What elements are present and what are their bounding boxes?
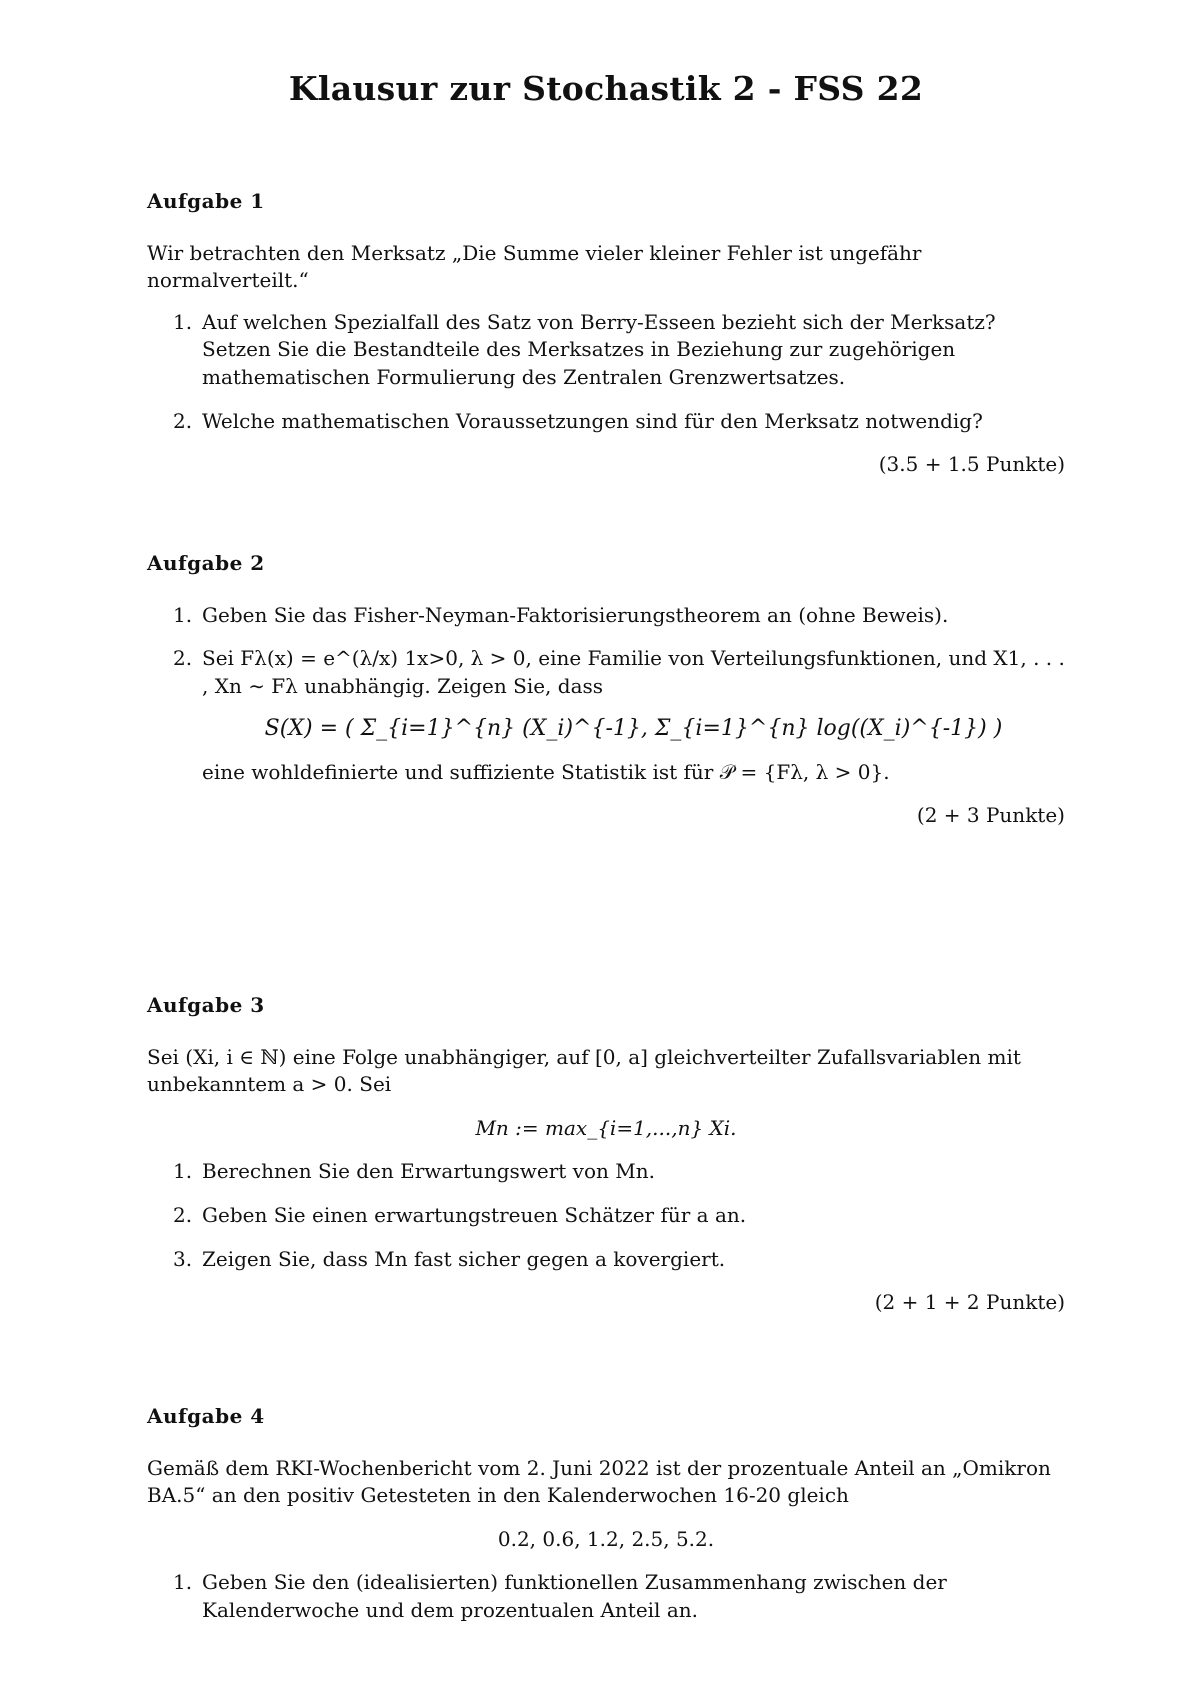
item-number: 1. [173,1570,193,1595]
task-3-list [147,1158,1065,1273]
item-number: 1. [173,602,193,627]
task-1-points: (3.5 + 1.5 Punkte) [878,452,1065,477]
list-item [147,309,1065,392]
task-4-list [147,1569,1065,1624]
list-item [147,645,1065,786]
task-4-heading: Aufgabe 4 [147,1404,265,1428]
item-number: 1. [173,1159,193,1184]
item-number: 1. [173,309,193,334]
task-1 [147,188,1065,479]
item-number: 3. [173,1246,193,1271]
item-text: Zeigen Sie, dass Mn fast sicher gegen a kovergiert. [202,1246,726,1271]
statistic-formula: S(X) = ( Σ_{i=1}^{n} (X_i)^{-1}, Σ_{i=1}^{n} log((X_i)^{-1}) ) [264,716,1003,742]
item-text: Geben Sie einen erwartungstreuen Schätzer für a an. [202,1202,747,1227]
item-text: Geben Sie das Fisher-Neyman-Faktorisierungstheorem an (ohne Beweis). [202,602,949,627]
percentage-values: 0.2, 0.6, 1.2, 2.5, 5.2. [497,1526,715,1551]
item-number: 2. [173,1202,193,1227]
list-item [147,1202,1065,1230]
item-text: Sei Fλ(x) = e^(λ/x) 1x>0, λ > 0, eine Familie von Verteilungsfunktionen, und X1, . . . , Xn ∼ Fλ unabhängig. Zeigen Sie, dass [202,646,1065,698]
item-text: Geben Sie den (idealisierten) funktionellen Zusammenhang zwischen der Kalenderwoche und dem prozentualen Anteil an. [202,1570,947,1622]
item-number: 2. [173,408,193,433]
task-2-heading: Aufgabe 2 [147,551,265,575]
list-item [147,1246,1065,1274]
task-1-heading: Aufgabe 1 [147,189,265,213]
exam-title: Klausur zur Stochastik 2 - FSS 22 [288,69,924,108]
task-2-list [147,602,1065,787]
task-2 [147,550,1065,830]
task-3 [147,992,1065,1317]
formula-followup: eine wohldefinierte und suffiziente Statistik ist für 𝒫 = {Fλ, λ > 0}. [202,759,890,784]
max-formula: Mn := max_{i=1,...,n} Xi. [475,1115,737,1140]
task-1-intro: Wir betrachten den Merksatz „Die Summe vieler kleiner Fehler ist ungefähr normalverteilt.“ [147,240,922,293]
item-text: Welche mathematischen Voraussetzungen sind für den Merksatz notwendig? [202,408,983,433]
task-1-list [147,309,1065,435]
list-item [147,1158,1065,1186]
list-item [147,1569,1065,1624]
list-item [147,602,1065,630]
list-item [147,408,1065,436]
item-number: 2. [173,646,193,671]
task-3-heading: Aufgabe 3 [147,993,265,1017]
task-2-points: (2 + 3 Punkte) [916,803,1065,828]
task-3-intro: Sei (Xi, i ∈ ℕ) eine Folge unabhängiger, auf [0, a] gleichverteilter Zufallsvariablen mit unbekanntem a > 0. Sei [147,1044,1021,1097]
item-text: Berechnen Sie den Erwartungswert von Mn. [202,1159,655,1184]
task-4 [147,1403,1065,1641]
item-text: Auf welchen Spezialfall des Satz von Berry-Esseen bezieht sich der Merksatz? Setzen Sie die Bestandteile des Merksatzes in Beziehung zur zugehörigen mathematischen Formulierung des Zentralen Grenzwertsatzes. [202,309,996,389]
task-3-points: (2 + 1 + 2 Punkte) [874,1290,1065,1315]
task-4-intro: Gemäß dem RKI-Wochenbericht vom 2. Juni 2022 ist der prozentuale Anteil an „Omikron BA.5“ an den positiv Getesteten in den Kalenderwochen 16-20 gleich [147,1455,1051,1508]
